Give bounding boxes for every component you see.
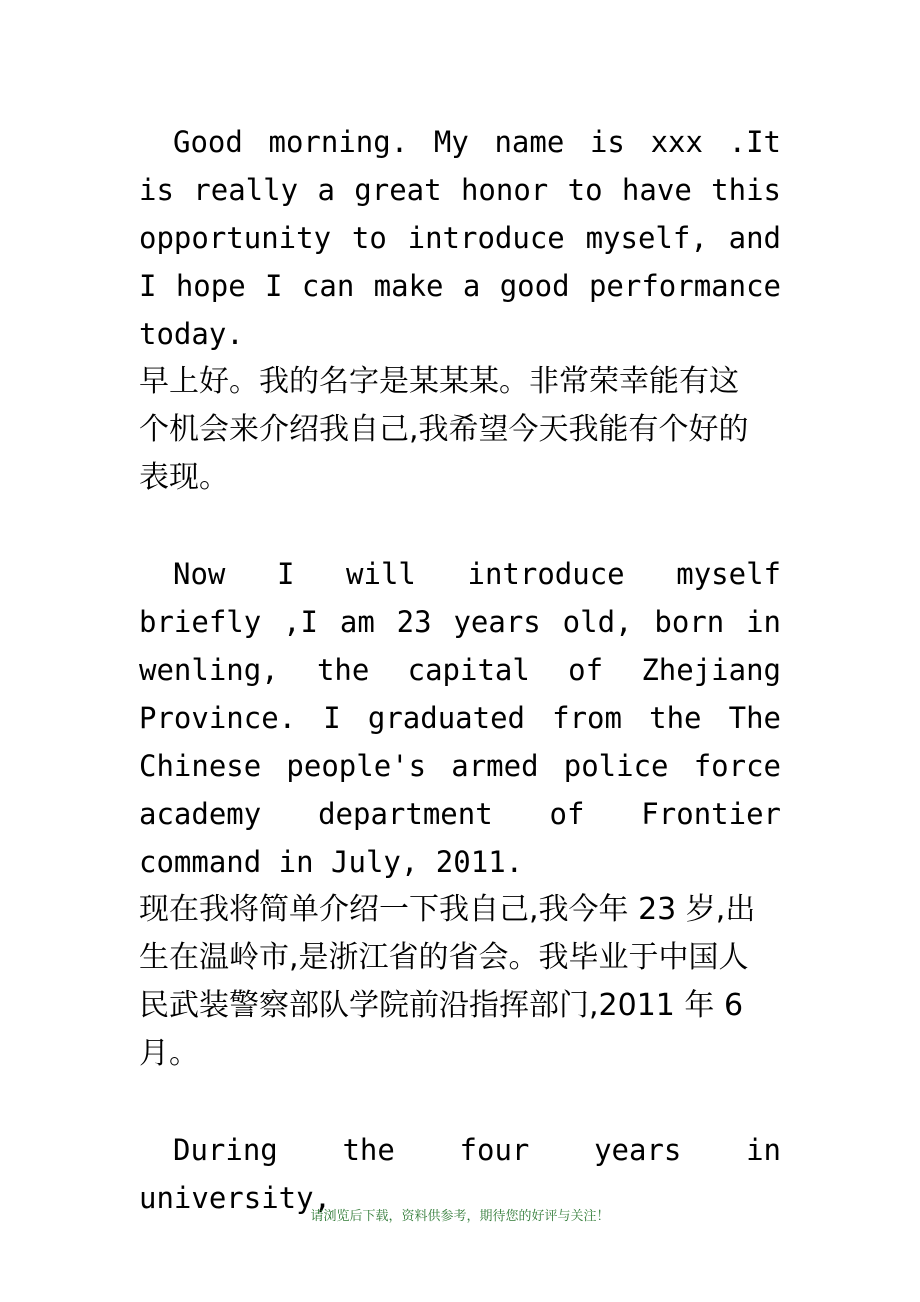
paragraph-1-english: Good morning. My name is xxx .It is really a great honor to have this opportunity to introduce myself, and I hope I can make a good performance today. [139,125,781,351]
paragraph-2-english: Now I will introduce myself briefly ,I am 23 years old, born in wenling, the capital of Zhejiang Province. I graduated from the The Chinese people's armed police force academy department of Frontier command in July, 2011. [139,557,781,879]
paragraph-spacer [139,502,781,550]
page-footer-note: 请浏览后下载，资料供参考，期待您的好评与关注！ [310,1209,610,1224]
paragraph-spacer [139,1078,781,1126]
document-body [139,118,781,1222]
paragraph-3-english: During the four years in university, [139,1133,781,1215]
paragraph-1-chinese: 早上好。我的名字是某某某。非常荣幸能有这个机会来介绍我自己,我希望今天我能有个好的表现。 [139,364,749,495]
paragraph-2-chinese: 现在我将简单介绍一下我自己,我今年 23 岁,出生在温岭市,是浙江省的省会。我毕业于中国人民武装警察部队学院前沿指挥部门,2011 年 6 月。 [139,892,756,1071]
